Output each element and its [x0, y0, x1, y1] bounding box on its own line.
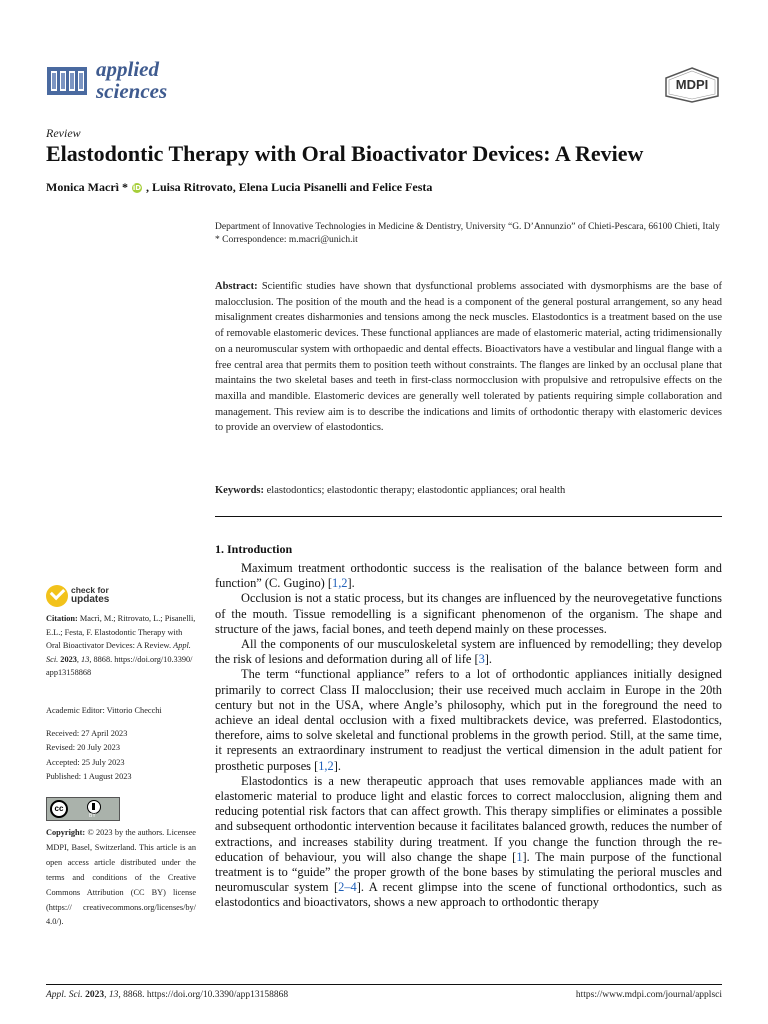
- corresponding-mark: *: [121, 180, 128, 194]
- introduction-body: [215, 561, 722, 911]
- published-date: Published: 1 August 2023: [46, 771, 132, 781]
- citation-doi[interactable]: , 8868. https://doi.org/10.3390/ app13158868: [46, 654, 193, 678]
- footer-citation: Appl. Sci. 2023, 13, 8868. https://doi.org/10.3390/app13158868: [46, 990, 289, 1000]
- correspondence: * Correspondence: m.macri@unich.it: [215, 235, 358, 245]
- journal-name: [96, 58, 167, 102]
- article-type: Review: [46, 126, 81, 140]
- abstract: [215, 279, 722, 436]
- journal-logo-icon: [46, 62, 88, 100]
- cc-icon: cc: [50, 800, 68, 818]
- keywords-text: elastodontics; elastodontic therapy; elastodontic appliances; oral health: [266, 485, 566, 496]
- journal-logo: [46, 58, 276, 106]
- check-updates-label: check for updates: [71, 585, 110, 605]
- author-rest: , Luisa Ritrovato, Elena Lucia Pisanelli and Felice Festa: [145, 180, 433, 194]
- copyright-text: © 2023 by the authors. Licensee MDPI, Basel, Switzerland. This article is an open access article distributed under the terms and conditions of the Creative Commons Attribution (CC BY) license (https:// creativecommons.org/licenses/by/ 4.0/).: [46, 828, 196, 927]
- paragraph: Occlusion is not a static process, but its changes are influenced by the neurovegetative functions of the mouth. Tissue remodelling is a significant phenomenon of the organism. The shape and structure of the jaws, facial bones, and teeth depend mainly on these processes.: [215, 591, 722, 636]
- abstract-text: Scientific studies have shown that dysfunctional problems associated with dysmorphisms are the base of malocclusion. The position of the mouth and the head is a component of the general postural arrangement, so any head misalignment creates disharmonies and tensions among the neck muscles. Elastodontics is a treatment based on the use of removable elastomeric devices. These functional appliances are made of elastomeric material, acting tridimensionally on a neuromuscular system with orthopaedic and dental effects. Bioactivators have a vestibular and lingual flange with a free central area that permits them to position teeth without constraints. The flanges are linked by an occlusal plane that maintains the two skeletal bases and teeth in first-class normocclusion with propulsive and retropulsive effects on the maxilla and mandible. Elastomeric devices are generally well tolerated by patients requiring simple collaboration and management. This review aim is to describe the indications and limits of orthodontic therapy with elastomeric devices to provide an overview of elastodontics.: [215, 281, 722, 434]
- paragraph: Maximum treatment orthodontic success is the realisation of the balance between form and function” (C. Gugino) [1,2].: [215, 561, 722, 591]
- citation: Citation: Macrì, M.; Ritrovato, L.; Pisanelli, E.L.; Festa, F. Elastodontic Therapy with Oral Bioactivator Devices: A Review. Appl. Sci. 2023, 13, 8868. https://doi.org/10.3390/ app13158868: [46, 614, 196, 678]
- paragraph: Elastodontics is a new therapeutic approach that uses removable appliances made with an elastomeric material to produce light and elastic forces to correct malocclusion, aligning them and reducing potential risk factors that can affect growth. This therapy simplifies or eliminates a possible and subsequent orthodontic intervention because it facilitates balanced growth, reduces the number of extractions, and increases stability during treatment. If you change the function through the re-education of behaviour, you will also change the shape [1]. The main purpose of the functional treatment is to “guide” the proper growth of the bone bases by stimulating the perioral muscles and neuromuscular system [2–4]. A recent glimpse into the scene of functional orthodontics, such as elastodontics and bioactivators, shows a new approach to orthodontic therapy: [215, 773, 722, 910]
- mdpi-logo: [660, 66, 724, 104]
- check-updates-icon: [46, 585, 68, 607]
- citation-label: Citation:: [46, 614, 78, 623]
- affiliation: [215, 221, 725, 247]
- paragraph: The term “functional appliance” refers to a lot of orthodontic appliances initially designed primarily to correct Class II malocclusion; their use received much acclaim in Europe in the 20th century but not in the USA, where Angle’s philosophy, which put in the foreground the need to achieve an ideal dental occlusion with a fixed multibrackets device, was preferred. Elastodontics, therefore, aims to solve skeletal and functional problems in the growth period. Still, at the same time, it represents an extraordinary instrument to readjust the vertical dimension in the adult patient for prosthetic purposes [1,2].: [215, 667, 722, 773]
- journal-name-line2: sciences: [96, 79, 168, 103]
- cc-by-license-badge[interactable]: [46, 797, 120, 821]
- citation-link[interactable]: 1,2: [318, 758, 334, 773]
- article-title: Elastodontic Therapy with Oral Bioactivator Devices: A Review: [46, 141, 644, 166]
- paragraph: All the components of our musculoskeletal system are influenced by remodelling; they develop the risk of lesions and deformation during all of life [3].: [215, 637, 722, 667]
- dates: [46, 727, 196, 784]
- check-for-updates-button[interactable]: [46, 583, 136, 609]
- citation-link[interactable]: 3: [478, 652, 485, 667]
- citation-link[interactable]: 2–4: [338, 880, 357, 895]
- attribution-icon: [87, 800, 101, 814]
- footer-doi[interactable]: , 8868. https://doi.org/10.3390/app13158868: [118, 990, 289, 1000]
- copyright: [46, 826, 196, 930]
- by-label: BY: [89, 813, 96, 819]
- authors: [46, 180, 736, 195]
- copyright-label: Copyright:: [46, 828, 86, 837]
- section-heading: 1. Introduction: [215, 542, 293, 556]
- author-first[interactable]: Monica Macrì: [46, 180, 119, 194]
- footer-divider: [46, 984, 722, 985]
- keywords-label: Keywords:: [215, 485, 264, 496]
- abstract-label: Abstract:: [215, 281, 258, 292]
- academic-editor: Academic Editor: Vittorio Checchi: [46, 706, 162, 715]
- orcid-icon[interactable]: iD: [132, 184, 142, 192]
- keywords: [215, 484, 722, 498]
- accepted-date: Accepted: 25 July 2023: [46, 757, 125, 767]
- journal-name-line1: applied: [96, 57, 159, 81]
- affiliation-text: Department of Innovative Technologies in Medicine & Dentistry, University “G. D’Annunzio” of Chieti-Pescara, 66100 Chieti, Italy: [215, 222, 720, 232]
- footer-journal-link[interactable]: https://www.mdpi.com/journal/applsci: [575, 990, 722, 1000]
- publisher-name: MDPI: [675, 77, 709, 92]
- keywords-divider: [215, 516, 722, 517]
- received-date: Received: 27 April 2023: [46, 729, 128, 738]
- citation-link[interactable]: 1: [516, 849, 523, 864]
- citation-link[interactable]: 1,2: [332, 576, 348, 591]
- revised-date: Revised: 20 July 2023: [46, 743, 120, 753]
